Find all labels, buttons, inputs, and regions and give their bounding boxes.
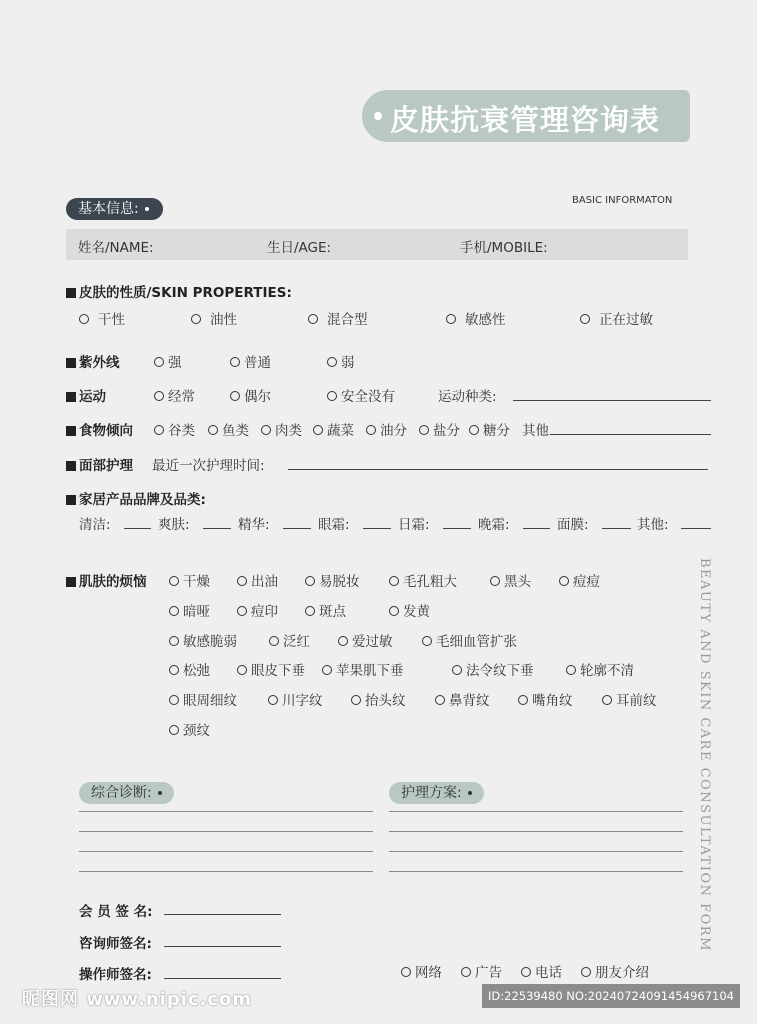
concern-option[interactable]: 爱过敏: [338, 630, 393, 650]
product-day-cream-label: 日霜:: [398, 517, 430, 533]
concern-option[interactable]: 松弛: [169, 659, 210, 679]
bullet-icon: [468, 791, 472, 795]
diet-option-grains[interactable]: 谷类: [154, 419, 195, 439]
product-other-input[interactable]: [681, 528, 711, 529]
uv-label: 紫外线: [66, 351, 120, 371]
uv-option-normal[interactable]: 普通: [230, 351, 271, 371]
diet-option-sugar[interactable]: 糖分: [469, 419, 510, 439]
product-cleansing-label: 清洁:: [79, 517, 111, 533]
diagnosis-label-text: 综合诊断:: [91, 785, 152, 801]
basic-info-label-text: 基本信息:: [78, 201, 139, 217]
concern-option[interactable]: 抬头纹: [351, 689, 406, 709]
diagnosis-line[interactable]: [79, 811, 373, 812]
operator-signature-input[interactable]: [164, 978, 281, 979]
facial-care-last-time-label: 最近一次护理时间:: [152, 458, 265, 474]
concern-option[interactable]: 耳前纹: [602, 689, 657, 709]
skin-concerns-label: 肌肤的烦恼: [66, 570, 147, 590]
diet-option-salt[interactable]: 盐分: [419, 419, 460, 439]
basic-info-english: BASIC INFORMATON: [572, 195, 673, 206]
product-eye-cream-label: 眼霜:: [318, 517, 350, 533]
concern-option[interactable]: 毛孔粗大: [389, 570, 457, 590]
care-plan-line[interactable]: [389, 811, 683, 812]
concern-option[interactable]: 敏感脆弱: [169, 630, 237, 650]
member-signature-input[interactable]: [164, 914, 281, 915]
concern-option[interactable]: 川字纹: [268, 689, 323, 709]
diagnosis-line[interactable]: [79, 871, 373, 872]
diet-option-vegetables[interactable]: 蔬菜: [313, 419, 354, 439]
bullet-icon: [158, 791, 162, 795]
home-products-label: 家居产品品牌及品类:: [66, 488, 206, 508]
concern-option[interactable]: 痘印: [237, 600, 278, 620]
source-option-internet[interactable]: 网络: [401, 961, 442, 981]
diagnosis-line[interactable]: [79, 831, 373, 832]
product-cleansing-input[interactable]: [124, 528, 151, 529]
bullet-icon: [145, 207, 149, 211]
source-option-phone[interactable]: 电话: [521, 961, 562, 981]
exercise-type-input[interactable]: [513, 400, 711, 401]
watermark-site: 昵图网 www.nipic.com: [22, 989, 253, 1010]
skin-properties-label: 皮肤的性质/SKIN PROPERTIES:: [66, 281, 292, 301]
page-title: 皮肤抗衰管理咨询表: [390, 103, 661, 137]
product-other-label: 其他:: [637, 517, 669, 533]
concern-option[interactable]: 眼皮下垂: [237, 659, 305, 679]
exercise-option-never[interactable]: 安全没有: [327, 385, 395, 405]
care-plan-line[interactable]: [389, 831, 683, 832]
concern-option[interactable]: 法令纹下垂: [452, 659, 534, 679]
concern-option[interactable]: 易脱妆: [305, 570, 360, 590]
concern-option[interactable]: 斑点: [305, 600, 346, 620]
operator-signature-label: 操作师签名:: [79, 967, 152, 983]
product-toner-label: 爽肤:: [158, 517, 190, 533]
uv-option-strong[interactable]: 强: [154, 351, 182, 371]
facial-care-last-time-input[interactable]: [288, 469, 708, 470]
exercise-option-sometimes[interactable]: 偶尔: [230, 385, 271, 405]
diagnosis-line[interactable]: [79, 851, 373, 852]
uv-option-weak[interactable]: 弱: [327, 351, 355, 371]
age-field[interactable]: 生日/AGE:: [267, 240, 332, 256]
consultant-signature-label: 咨询师签名:: [79, 936, 152, 952]
product-essence-label: 精华:: [238, 517, 270, 533]
member-signature-label: 会 员 签 名:: [79, 904, 153, 920]
source-option-friend[interactable]: 朋友介绍: [581, 961, 649, 981]
concern-option[interactable]: 鼻背纹: [435, 689, 490, 709]
source-option-ads[interactable]: 广告: [461, 961, 502, 981]
product-toner-input[interactable]: [203, 528, 231, 529]
exercise-type-label: 运动种类:: [438, 389, 497, 405]
facial-care-label: 面部护理: [66, 454, 133, 474]
diagnosis-label: [79, 782, 174, 804]
concern-option[interactable]: 毛细血管扩张: [422, 630, 517, 650]
skin-option-sensitive[interactable]: 敏感性: [446, 308, 506, 328]
diet-option-fish[interactable]: 鱼类: [208, 419, 249, 439]
diet-other-input[interactable]: [550, 434, 711, 435]
product-night-cream-label: 晚霜:: [478, 517, 510, 533]
skin-option-oily[interactable]: 油性: [191, 308, 237, 328]
diet-other-label: 其他: [522, 423, 549, 439]
diet-option-meat[interactable]: 肉类: [261, 419, 302, 439]
care-plan-line[interactable]: [389, 871, 683, 872]
bullet-icon: [374, 112, 382, 120]
vertical-form-title: BEAUTY AND SKIN CARE CONSULTATION FORM: [697, 558, 712, 952]
title-banner: [362, 90, 690, 142]
exercise-option-often[interactable]: 经常: [154, 385, 195, 405]
name-field[interactable]: 姓名/NAME:: [78, 240, 154, 256]
skin-option-dry[interactable]: 干性: [79, 308, 125, 328]
diet-option-fat[interactable]: 油分: [366, 419, 407, 439]
concern-option[interactable]: 黑头: [490, 570, 531, 590]
product-mask-input[interactable]: [602, 528, 631, 529]
diet-label: 食物倾向: [66, 419, 133, 439]
care-plan-line[interactable]: [389, 851, 683, 852]
mobile-field[interactable]: 手机/MOBILE:: [460, 240, 548, 256]
concern-option[interactable]: 泛红: [269, 630, 310, 650]
care-plan-label: [389, 782, 484, 804]
concern-option[interactable]: 嘴角纹: [518, 689, 573, 709]
skin-option-combination[interactable]: 混合型: [308, 308, 368, 328]
basic-info-bar: [66, 229, 688, 260]
watermark-id: ID:22539480 NO:20240724091454967104: [482, 984, 740, 1008]
exercise-label: 运动: [66, 385, 106, 405]
care-plan-label-text: 护理方案:: [401, 785, 462, 801]
concern-option[interactable]: 暗哑: [169, 600, 210, 620]
product-essence-input[interactable]: [283, 528, 311, 529]
product-mask-label: 面膜:: [557, 517, 589, 533]
skin-option-allergic[interactable]: 正在过敏: [580, 308, 653, 328]
concern-option[interactable]: 颈纹: [169, 719, 210, 739]
basic-info-label: [66, 198, 163, 220]
concern-option[interactable]: 轮廓不清: [566, 659, 634, 679]
product-night-cream-input[interactable]: [523, 528, 550, 529]
concern-option[interactable]: 出油: [237, 570, 278, 590]
product-day-cream-input[interactable]: [443, 528, 471, 529]
product-eye-cream-input[interactable]: [363, 528, 391, 529]
consultant-signature-input[interactable]: [164, 946, 281, 947]
concern-option[interactable]: 干燥: [169, 570, 210, 590]
concern-option[interactable]: 眼周细纹: [169, 689, 237, 709]
concern-option[interactable]: 痘痘: [559, 570, 600, 590]
concern-option[interactable]: 苹果肌下垂: [322, 659, 404, 679]
concern-option[interactable]: 发黄: [389, 600, 430, 620]
